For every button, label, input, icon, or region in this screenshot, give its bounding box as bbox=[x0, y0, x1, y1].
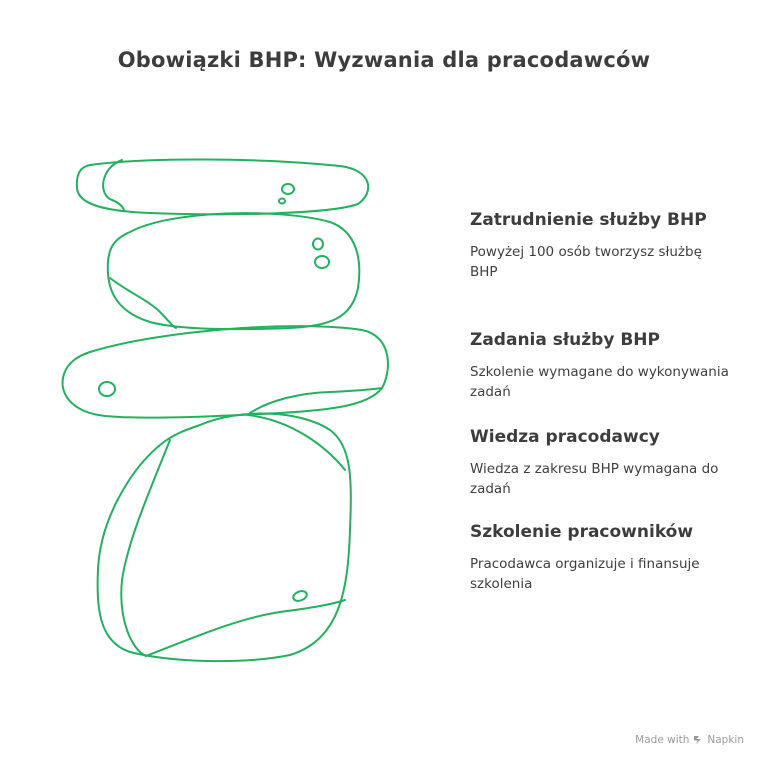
legend-item-3 bbox=[470, 425, 730, 499]
stone-2 bbox=[108, 213, 360, 329]
page-title: Obowiązki BHP: Wyzwania dla pracodawców bbox=[117, 48, 651, 72]
stone-3 bbox=[63, 326, 388, 418]
legend-item-description: Szkolenie wymagane do wykonywania zadań bbox=[470, 364, 729, 400]
legend-item-1 bbox=[470, 208, 730, 282]
legend-item-title: Wiedza pracodawcy bbox=[470, 427, 660, 447]
legend-item-4 bbox=[470, 520, 730, 594]
legend-item-2 bbox=[470, 328, 730, 402]
legend-item-title: Zatrudnienie służby BHP bbox=[470, 210, 707, 230]
legend-item-description: Pracodawca organizuje i finansuje szkolenia bbox=[470, 556, 700, 592]
watermark bbox=[635, 734, 744, 746]
legend-item-description: Wiedza z zakresu BHP wymagana do zadań bbox=[470, 461, 719, 497]
watermark-prefix: Made with bbox=[635, 734, 690, 746]
legend-item-title: Szkolenie pracowników bbox=[470, 522, 694, 542]
stone-1 bbox=[77, 159, 368, 214]
napkin-logo-icon bbox=[693, 735, 703, 745]
watermark-brand: Napkin bbox=[707, 734, 744, 746]
legend-item-description: Powyżej 100 osób tworzysz służbę BHP bbox=[470, 244, 702, 280]
legend-item-title: Zadania służby BHP bbox=[470, 330, 660, 350]
stone-4 bbox=[98, 414, 351, 662]
